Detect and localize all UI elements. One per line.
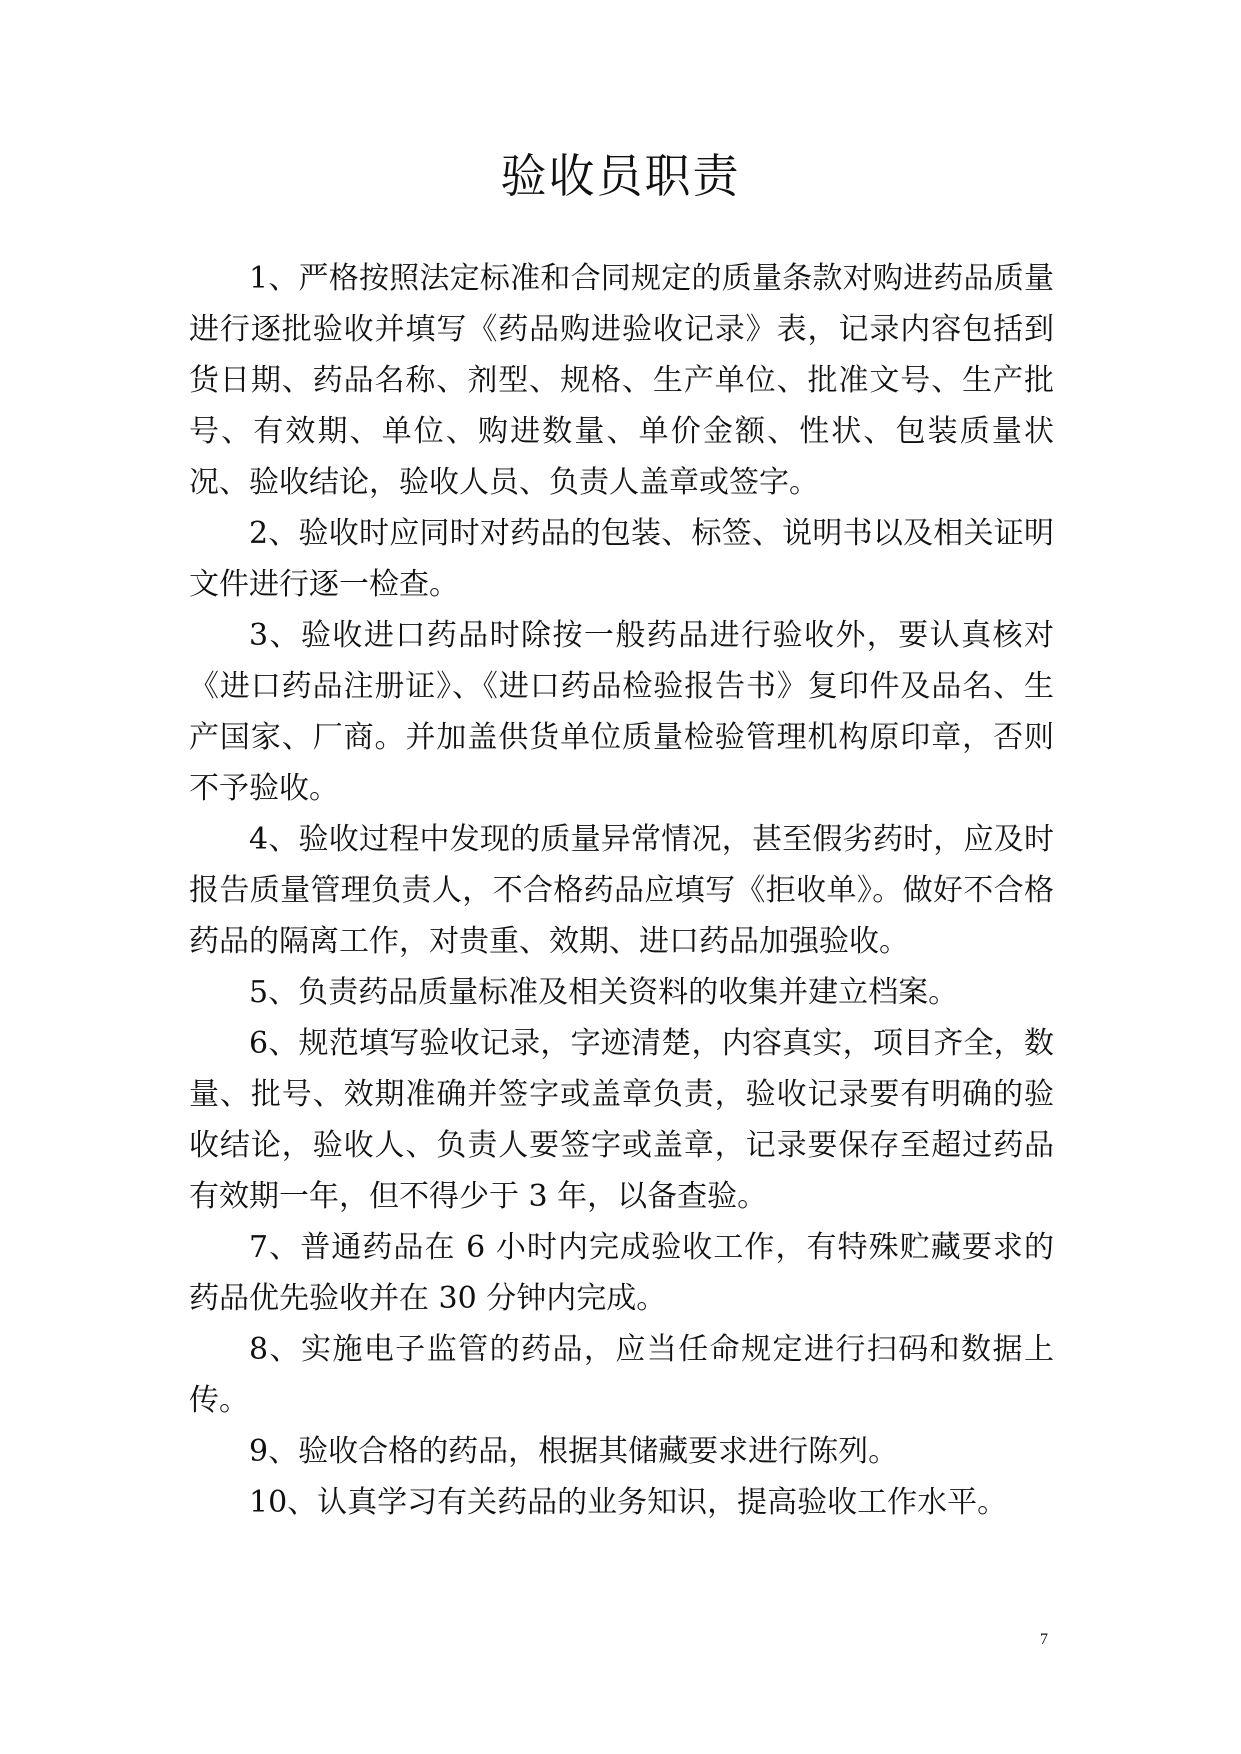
duty-item-2: 2、验收时应同时对药品的包装、标签、说明书以及相关证明文件进行逐一检查。 — [189, 516, 1054, 602]
duty-item-5: 5、负责药品质量标准及相关资料的收集并建立档案。 — [249, 975, 959, 1010]
duty-item-9: 9、验收合格的药品，根据其储藏要求进行陈列。 — [249, 1434, 899, 1469]
duty-item-7: 7、普通药品在 6 小时内完成验收工作，有特殊贮藏要求的药品优先验收并在 30 分钟内完成。 — [189, 1230, 1054, 1316]
duty-item-6: 6、规范填写验收记录，字迹清楚，内容真实，项目齐全，数量、批号、效期准确并签字或盖章负责，验收记录要有明确的验收结论，验收人、负责人要签字或盖章，记录要保存至超过药品有效期一年，但不得少于 3 年，以备查验。 — [189, 1026, 1054, 1214]
duty-item-8: 8、实施电子监管的药品，应当任命规定进行扫码和数据上传。 — [189, 1332, 1054, 1418]
duty-item-4: 4、验收过程中发现的质量异常情况，甚至假劣药时，应及时报告质量管理负责人，不合格药品应填写《拒收单》。做好不合格药品的隔离工作，对贵重、效期、进口药品加强验收。 — [189, 822, 1054, 959]
duty-item-1: 1、严格按照法定标准和合同规定的质量条款对购进药品质量进行逐批验收并填写《药品购进验收记录》表，记录内容包括到货日期、药品名称、剂型、规格、生产单位、批准文号、生产批号、有效期、单位、购进数量、单价金额、性状、包装质量状况、验收结论，验收人员、负责人盖章或签字。 — [189, 261, 1054, 500]
duty-item-10: 10、认真学习有关药品的业务知识，提高验收工作水平。 — [249, 1485, 1008, 1520]
document-body — [189, 253, 1054, 1528]
duty-item-3: 3、验收进口药品时除按一般药品进行验收外，要认真核对《进口药品注册证》、《进口药品检验报告书》复印件及品名、生产国家、厂商。并加盖供货单位质量检验管理机构原印章，否则不予验收。 — [189, 618, 1054, 806]
page-number: 7 — [1040, 1631, 1048, 1648]
page-title: 验收员职责 — [500, 149, 741, 203]
